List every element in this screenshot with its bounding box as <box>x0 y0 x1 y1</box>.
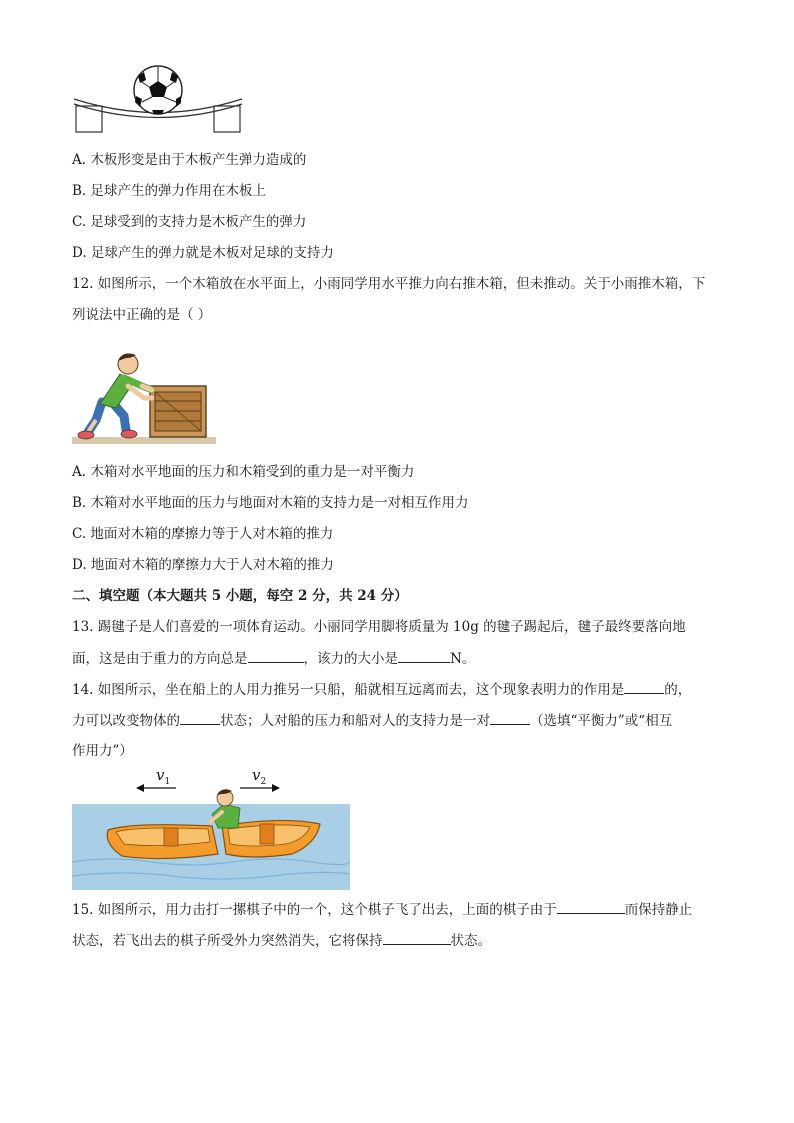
q14-text-a: 14. 如图所示，坐在船上的人用力推另一只船，船就相互远离而去，这个现象表明力的作用是 <box>72 682 625 698</box>
q12-option-a: A. 木箱对水平地面的压力和木箱受到的重力是一对平衡力 <box>72 464 415 480</box>
q13-text-c: N。 <box>450 651 476 667</box>
boy-pushing-crate-figure <box>72 346 216 446</box>
q15-blank-2[interactable] <box>383 930 451 945</box>
q14-text-b: 的， <box>664 682 692 698</box>
q13-blank-1[interactable] <box>248 648 304 663</box>
q11-option-c: C. 足球受到的支持力是木板产生的弹力 <box>72 214 307 230</box>
q13-line2 <box>72 648 475 669</box>
q14-blank-3[interactable] <box>490 710 530 725</box>
q13-text-b: ，该力的大小是 <box>303 651 398 667</box>
boats-figure <box>72 764 350 890</box>
q14-text-d: 状态；人对船的压力和船对人的支持力是一对 <box>220 713 490 729</box>
q12-stem-line2: 列说法中正确的是（ ） <box>72 307 212 323</box>
q15-text-c: 状态，若飞出去的棋子所受外力突然消失，它将保持 <box>72 933 383 949</box>
q14-line3: 作用力”） <box>72 743 133 759</box>
q15-text-d: 状态。 <box>450 933 491 949</box>
q11-option-a: A. 木板形变是由于木板产生弹力造成的 <box>72 152 307 168</box>
q11-option-b: B. 足球产生的弹力作用在木板上 <box>72 183 267 199</box>
v2-label: $v_2$ <box>252 766 267 787</box>
q12-option-c: C. 地面对木箱的摩擦力等于人对木箱的推力 <box>72 526 334 542</box>
q13-blank-2[interactable] <box>398 648 450 663</box>
q12-option-b: B. 木箱对水平地面的压力与地面对木箱的支持力是一对相互作用力 <box>72 495 469 511</box>
q14-text-e: （选填“平衡力”或“相互 <box>530 713 673 729</box>
q13-text-a: 面，这是由于重力的方向总是 <box>72 651 248 667</box>
q15-line1 <box>72 899 692 920</box>
q15-text-a: 15. 如图所示，用力击打一摞棋子中的一个，这个棋子飞了出去，上面的棋子由于 <box>72 902 557 918</box>
q14-line1 <box>72 679 691 700</box>
q14-line2 <box>72 710 672 731</box>
q15-blank-1[interactable] <box>557 899 625 914</box>
q15-line2 <box>72 930 491 951</box>
q13-line1: 13. 踢毽子是人们喜爱的一项体育运动。小丽同学用脚将质量为 10g 的毽子踢起后，毽子最终要落向地 <box>72 619 686 635</box>
football-board-figure <box>72 64 244 136</box>
q14-blank-2[interactable] <box>180 710 220 725</box>
q14-text-c: 力可以改变物体的 <box>72 713 180 729</box>
q12-stem-line1: 12. 如图所示，一个木箱放在水平面上，小雨同学用水平推力向右推木箱，但未推动。关于小雨推木箱，下 <box>72 276 706 292</box>
q12-option-d: D. 地面对木箱的摩擦力大于人对木箱的推力 <box>72 557 334 573</box>
v1-label: $v_1$ <box>156 766 171 787</box>
section-heading: 二、填空题（本大题共 5 小题，每空 2 分，共 24 分） <box>72 588 408 604</box>
q14-blank-1[interactable] <box>624 679 664 694</box>
q11-option-d: D. 足球产生的弹力就是木板对足球的支持力 <box>72 245 334 261</box>
q15-text-b: 而保持静止 <box>624 902 693 918</box>
